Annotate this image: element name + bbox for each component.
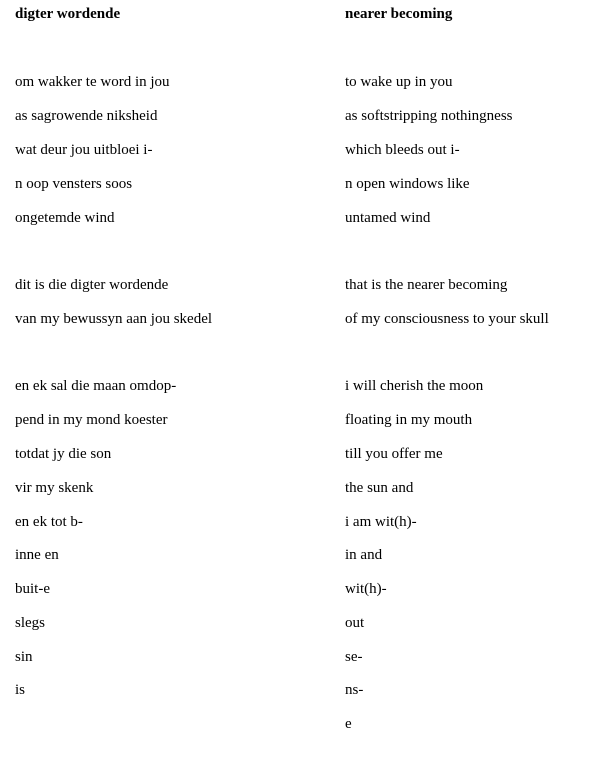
english-line-12: i am wit(h)- — [345, 514, 417, 530]
english-line-10: till you offer me — [345, 446, 443, 462]
afrikaans-line-16: sin — [15, 649, 33, 665]
english-line-17: ns- — [345, 682, 364, 698]
english-line-18: e — [345, 716, 352, 732]
afrikaans-line-12: en ek tot b- — [15, 514, 83, 530]
english-line-8: i will cherish the moon — [345, 378, 484, 394]
english-line-11: the sun and — [345, 480, 414, 496]
afrikaans-line-14: buit-e — [15, 581, 50, 597]
afrikaans-line-7: van my bewussyn aan jou skedel — [15, 311, 213, 327]
afrikaans-line-10: totdat jy die son — [15, 446, 112, 462]
afrikaans-line-6: dit is die digter wordende — [15, 277, 169, 293]
english-line-5: untamed wind — [345, 210, 431, 226]
english-line-9: floating in my mouth — [345, 412, 473, 428]
afrikaans-poem-title: digter wordende — [15, 6, 121, 22]
afrikaans-line-15: slegs — [15, 615, 45, 631]
english-line-2: as softstripping nothingness — [345, 108, 513, 124]
afrikaans-line-1: om wakker te word in jou — [15, 74, 170, 90]
english-line-1: to wake up in you — [345, 74, 453, 90]
afrikaans-line-13: inne en — [15, 547, 59, 563]
english-line-6: that is the nearer becoming — [345, 277, 508, 293]
english-line-3: which bleeds out i- — [345, 142, 460, 158]
english-line-7: of my consciousness to your skull — [345, 311, 549, 327]
english-line-15: out — [345, 615, 365, 631]
afrikaans-line-11: vir my skenk — [15, 480, 94, 496]
afrikaans-line-2: as sagrowende niksheid — [15, 108, 158, 124]
afrikaans-line-17: is — [15, 682, 26, 698]
afrikaans-line-4: n oop vensters soos — [15, 176, 133, 192]
english-poem-title: nearer becoming — [345, 6, 453, 22]
afrikaans-line-9: pend in my mond koester — [15, 412, 168, 428]
english-line-13: in and — [345, 547, 383, 563]
english-line-4: n open windows like — [345, 176, 470, 192]
afrikaans-line-3: wat deur jou uitbloei i- — [15, 142, 153, 158]
english-line-14: wit(h)- — [345, 581, 387, 597]
afrikaans-line-8: en ek sal die maan omdop- — [15, 378, 177, 394]
english-line-16: se- — [345, 649, 363, 665]
afrikaans-line-5: ongetemde wind — [15, 210, 115, 226]
